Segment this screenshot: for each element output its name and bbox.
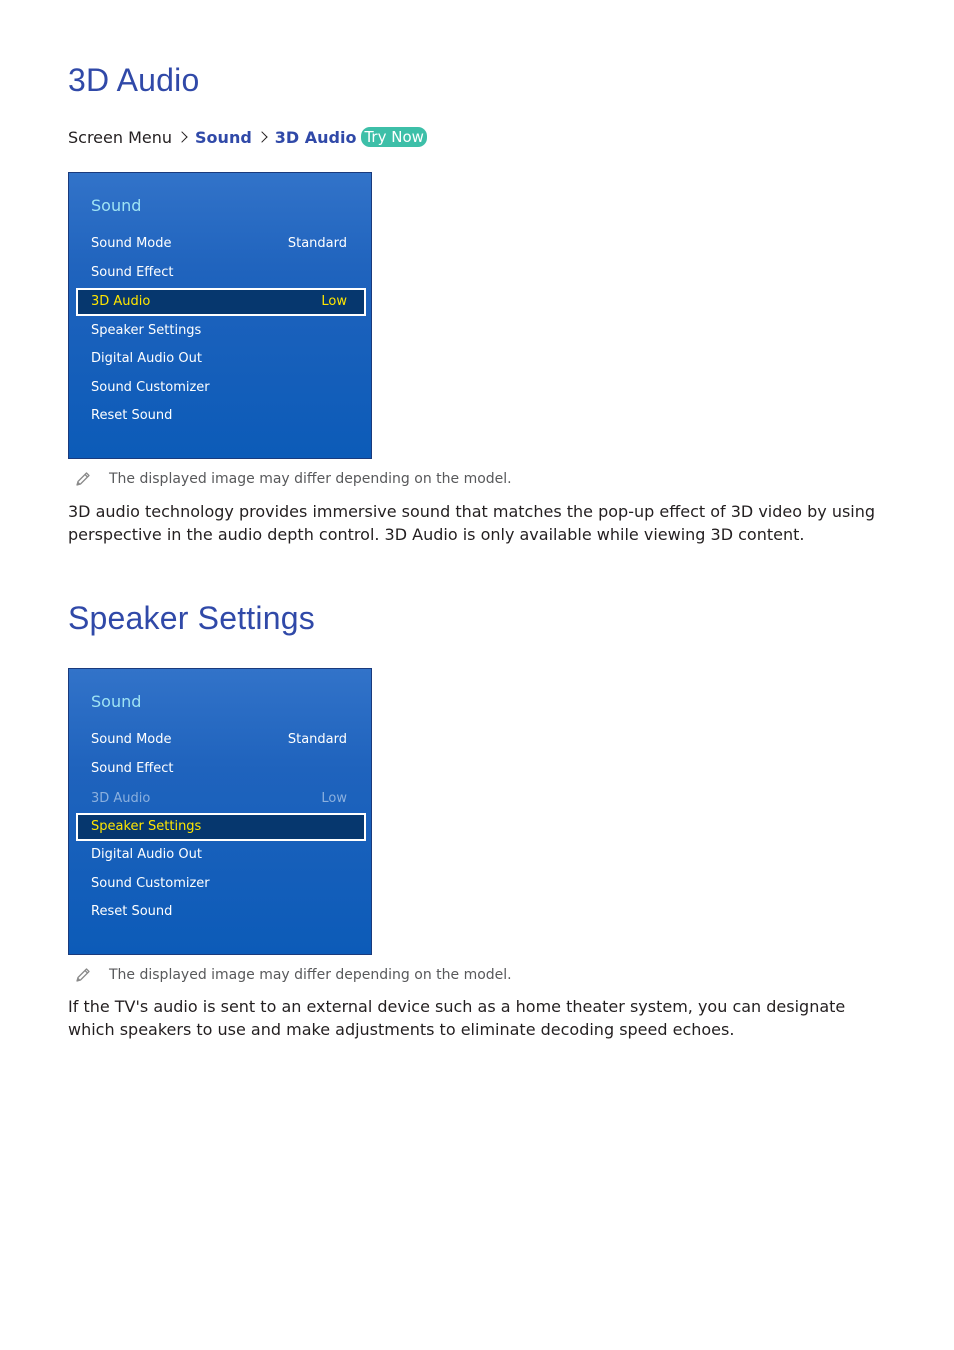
menu-item-digital-audio-out[interactable] — [76, 345, 366, 373]
menu-item-label: Reset Sound — [91, 904, 173, 919]
section-title-3d-audio: 3D Audio — [68, 62, 200, 98]
model-note — [74, 470, 512, 488]
section-body-speaker-settings: If the TV's audio is sent to an external device such as a home theater system, you can designate which speakers to use and make adjustments to eliminate decoding speed echoes. — [68, 997, 846, 1039]
try-now-button[interactable]: Try Now — [361, 127, 426, 147]
menu-item-label: Sound Customizer — [91, 876, 210, 891]
breadcrumb — [68, 126, 427, 148]
note-text: The displayed image may differ depending on the model. — [109, 967, 512, 983]
menu-item-sound-customizer[interactable] — [76, 374, 366, 402]
menu-item-label: Speaker Settings — [91, 323, 202, 338]
menu-item-label: Reset Sound — [91, 408, 173, 423]
section-title-speaker-settings: Speaker Settings — [68, 600, 315, 636]
menu-item-label: 3D Audio — [91, 791, 151, 806]
menu-item-label: Sound Mode — [91, 236, 172, 251]
menu-item-sound-customizer[interactable] — [76, 870, 366, 898]
menu-title: Sound — [91, 692, 142, 711]
model-note — [74, 966, 512, 984]
menu-item-value: Standard — [287, 236, 347, 251]
sound-menu-screenshot — [68, 668, 372, 955]
menu-item-reset-sound[interactable] — [76, 402, 366, 430]
menu-item-3d-audio — [76, 785, 366, 813]
menu-item-label: Sound Effect — [91, 265, 174, 280]
section-body-3d-audio: 3D audio technology provides immersive sound that matches the pop-up effect of 3D video by using perspective in the audio depth control. 3D Audio is only available while viewing 3D content. — [68, 502, 876, 544]
breadcrumb-link-3d-audio[interactable]: 3D Audio — [274, 127, 357, 147]
menu-item-sound-effect[interactable] — [76, 259, 366, 287]
sound-menu-screenshot — [68, 172, 372, 459]
menu-item-value: Low — [321, 294, 347, 309]
breadcrumb-item-screen-menu: Screen Menu — [68, 127, 173, 147]
menu-item-label: Sound Effect — [91, 761, 174, 776]
menu-item-sound-mode[interactable] — [76, 230, 366, 258]
menu-item-label: 3D Audio — [91, 294, 151, 309]
menu-title: Sound — [91, 196, 142, 215]
menu-item-sound-mode[interactable] — [76, 726, 366, 754]
menu-item-value: Standard — [287, 732, 347, 747]
menu-item-3d-audio[interactable] — [76, 288, 366, 316]
menu-item-digital-audio-out[interactable] — [76, 841, 366, 869]
breadcrumb-link-sound[interactable]: Sound — [195, 127, 252, 147]
menu-item-reset-sound[interactable] — [76, 898, 366, 926]
pencil-icon — [74, 470, 92, 488]
menu-item-label: Speaker Settings — [91, 819, 202, 834]
menu-item-label: Digital Audio Out — [91, 351, 202, 366]
chevron-right-icon — [176, 131, 187, 142]
menu-item-label: Digital Audio Out — [91, 847, 202, 862]
menu-item-value: Low — [321, 791, 347, 806]
menu-item-speaker-settings[interactable] — [76, 317, 366, 345]
note-text: The displayed image may differ depending on the model. — [109, 471, 512, 487]
menu-item-sound-effect[interactable] — [76, 755, 366, 783]
menu-item-speaker-settings[interactable] — [76, 813, 366, 841]
chevron-right-icon — [256, 131, 267, 142]
menu-item-label: Sound Customizer — [91, 380, 210, 395]
menu-item-label: Sound Mode — [91, 732, 172, 747]
pencil-icon — [74, 966, 92, 984]
